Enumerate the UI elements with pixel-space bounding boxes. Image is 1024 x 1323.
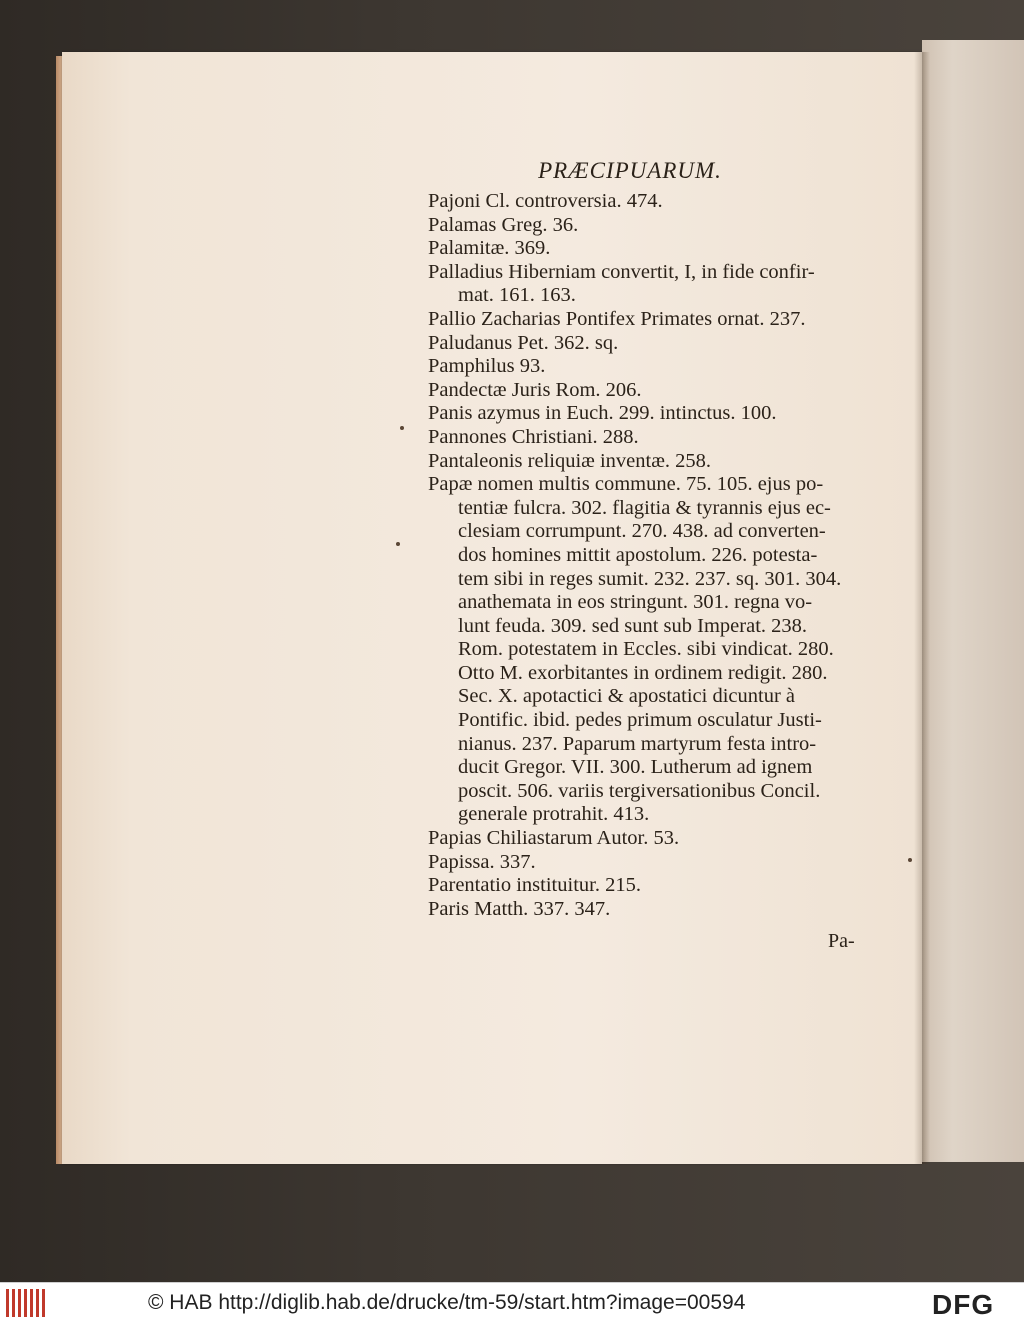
index-entry-continuation: nianus. 237. Paparum martyrum festa intro-: [458, 732, 817, 755]
index-entry-continuation: tem sibi in reges sumit. 232. 237. sq. 301. 304.: [458, 567, 842, 590]
index-entry: [428, 450, 868, 474]
index-entry-continuation: lunt feuda. 309. sed sunt sub Imperat. 238.: [458, 614, 808, 637]
index-entry: [428, 214, 868, 238]
index-entry-continuation: generale protrahit. 413.: [458, 803, 650, 826]
index-entry: [428, 473, 868, 827]
index-entry-text: Pantaleonis reliquiæ inventæ. 258.: [428, 449, 711, 472]
index-entry-text: Palamas Greg. 36.: [428, 213, 579, 236]
index-entry-continuation: Otto M. exorbitantes in ordinem redigit. 280.: [458, 661, 828, 684]
index-entry-continuation: Pontific. ibid. pedes primum osculatur Justi-: [458, 709, 822, 732]
permalink-text[interactable]: © HAB http://diglib.hab.de/drucke/tm-59/start.htm?image=00594: [148, 1291, 746, 1314]
dfg-logo[interactable]: DFG: [932, 1289, 995, 1320]
index-entry: [428, 898, 868, 922]
index-entry: [428, 827, 868, 851]
index-entry-text: Pallio Zacharias Pontifex Primates ornat. 237.: [428, 307, 806, 330]
index-entry-text: Paludanus Pet. 362. sq.: [428, 331, 619, 354]
hab-logo-icon[interactable]: [6, 1289, 48, 1317]
index-entry-text: Palamitæ. 369.: [428, 237, 551, 260]
index-entry-continuation: clesiam corrumpunt. 270. 438. ad converten-: [458, 520, 826, 543]
index-entry: [428, 308, 868, 332]
fold-shadow: [914, 52, 930, 1164]
index-entry-text: Pannones Christiani. 288.: [428, 425, 639, 448]
index-entry: [428, 261, 868, 308]
index-entry: [428, 874, 868, 898]
index-entry-text: Pamphilus 93.: [428, 355, 546, 378]
index-entry-continuation: ducit Gregor. VII. 300. Lutherum ad ignem: [458, 756, 813, 779]
ink-spot: [400, 426, 404, 430]
index-entry-text: Papissa. 337.: [428, 850, 536, 873]
index-entry-text: Pajoni Cl. controversia. 474.: [428, 190, 663, 212]
facing-page-edge: [922, 40, 1024, 1162]
ink-spot: [908, 858, 912, 862]
index-entry-continuation: Rom. potestatem in Eccles. sibi vindicat. 280.: [458, 638, 834, 661]
index-entry-text: Panis azymus in Euch. 299. intinctus. 100.: [428, 402, 777, 425]
index-entry-text: Pandectæ Juris Rom. 206.: [428, 378, 642, 401]
index-entry-text: Paris Matth. 337. 347.: [428, 897, 611, 920]
ink-spot: [396, 542, 400, 546]
index-entry: [428, 190, 868, 214]
index-entry: [428, 332, 868, 356]
index-entry: [428, 355, 868, 379]
index-entries: [428, 190, 868, 921]
index-entry-text: Palladius Hiberniam convertit, I, in fide confir-: [428, 260, 815, 283]
index-entry-continuation: Sec. X. apotactici & apostatici dicuntur à: [458, 685, 795, 708]
index-entry-continuation: dos homines mittit apostolum. 226. potesta-: [458, 543, 818, 566]
index-entry: [428, 379, 868, 403]
page-heading: PRÆCIPUARUM.: [538, 158, 722, 183]
footer-bar: [0, 1282, 1024, 1323]
index-entry: [428, 426, 868, 450]
index-entry-continuation: tentiæ fulcra. 302. flagitia & tyrannis ejus ec-: [458, 496, 831, 519]
index-entry-text: Papæ nomen multis commune. 75. 105. ejus po-: [428, 473, 824, 496]
index-entry-continuation: mat. 161. 163.: [458, 284, 576, 307]
index-entry-continuation: poscit. 506. variis tergiversationibus Concil.: [458, 779, 821, 802]
index-entry-continuation: anathemata in eos stringunt. 301. regna vo-: [458, 591, 813, 614]
index-entry-text: Papias Chiliastarum Autor. 53.: [428, 827, 680, 850]
catchword: Pa-: [828, 930, 855, 952]
index-entry: [428, 402, 868, 426]
index-entry: [428, 237, 868, 261]
index-entry-text: Parentatio instituitur. 215.: [428, 874, 641, 897]
index-entry: [428, 851, 868, 875]
